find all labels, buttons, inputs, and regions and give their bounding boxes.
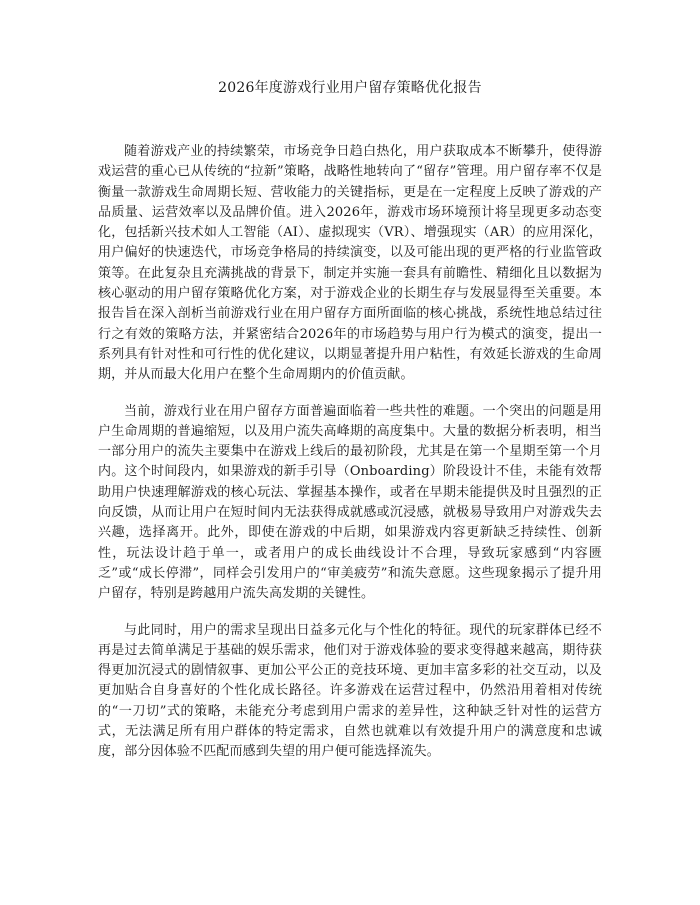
document-title: 2026年度游戏行业用户留存策略优化报告 bbox=[218, 80, 482, 96]
paragraph-user-needs: 与此同时，用户的需求呈现出日益多元化与个性化的特征。现代的玩家群体已经不再是过去简单满足于基础的娱乐需求，他们对于游戏体验的要求变得越来越高，期待获得更加沉浸式的剧情叙事、更加公平公正的竞技环境、更加丰富多彩的社交互动，以及更加贴合自身喜好的个性化成长路径。许多游戏在运营过程中，仍然沿用着相对传统的“一刀切”式的策略，未能充分考虑到用户需求的差异性，这种缺乏针对性的运营方式，无法满足所有用户群体的特定需求，自然也就难以有效提升用户的满意度和忠诚度，部分因体验不匹配而感到失望的用户便可能选择流失。 bbox=[98, 622, 602, 760]
paragraph-challenges: 当前，游戏行业在用户留存方面普遍面临着一些共性的难题。一个突出的问题是用户生命周期的普遍缩短，以及用户流失高峰期的高度集中。大量的数据分析表明，相当一部分用户的流失主要集中在游戏上线后的最初阶段，尤其是在第一个星期至第一个月内。这个时间段内，如果游戏的新手引导（Onboarding）阶段设计不佳，未能有效帮助用户快速理解游戏的核心玩法、掌握基本操作，或者在早期未能提供及时且强烈的正向反馈，从而让用户在短时间内无法获得成就感或沉浸感，就极易导致用户对游戏失去兴趣，选择离开。此外，即使在游戏的中后期，如果游戏内容更新缺乏持续性、创新性，玩法设计趋于单一，或者用户的成长曲线设计不合理，导致玩家感到“内容匮乏”或“成长停滞”，同样会引发用户的“审美疲劳”和流失意愿。这些现象揭示了提升用户留存，特别是跨越用户流失高发期的关键性。 bbox=[98, 403, 602, 602]
paragraph-intro: 随着游戏产业的持续繁荣，市场竞争日趋白热化，用户获取成本不断攀升，使得游戏运营的重心已从传统的“拉新”策略，战略性地转向了“留存”管理。用户留存率不仅是衡量一款游戏生命周期长短、营收能力的关键指标，更是在一定程度上反映了游戏的产品质量、运营效率以及品牌价值。进入2026年，游戏市场环境预计将呈现更多动态变化，包括新兴技术如人工智能（AI）、虚拟现实（VR）、增强现实（AR）的应用深化，用户偏好的快速迭代，市场竞争格局的持续演变，以及可能出现的更严格的行业监管政策等。在此复杂且充满挑战的背景下，制定并实施一套具有前瞻性、精细化且以数据为核心驱动的用户留存策略优化方案，对于游戏企业的长期生存与发展显得至关重要。本报告旨在深入剖析当前游戏行业在用户留存方面所面临的核心挑战，系统性地总结过往行之有效的策略方法，并紧密结合2026年的市场趋势与用户行为模式的演变，提出一系列具有针对性和可行性的优化建议，以期显著提升用户粘性，有效延长游戏的生命周期，并从而最大化用户在整个生命周期内的价值贡献。 bbox=[98, 144, 602, 383]
